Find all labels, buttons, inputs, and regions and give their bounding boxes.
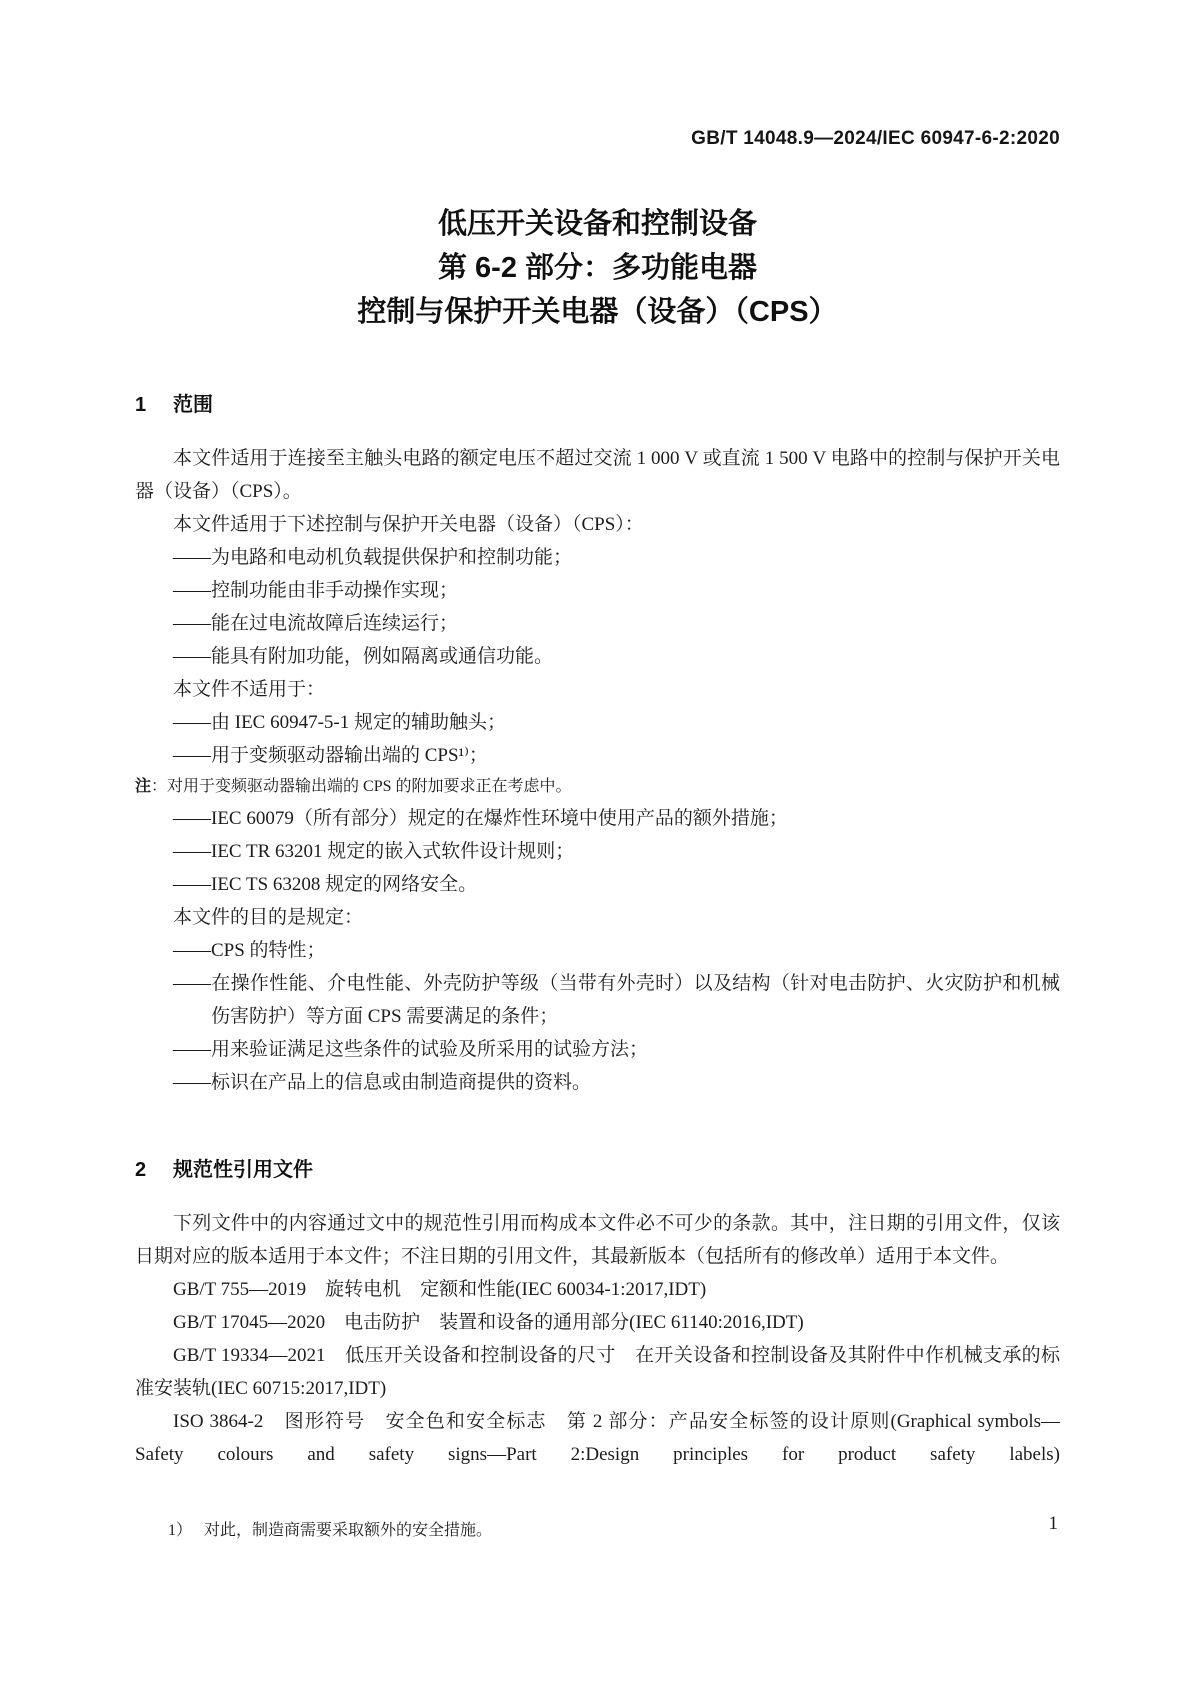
paragraph: 本文件适用于下述控制与保护开关电器（设备）（CPS）： — [173, 514, 644, 535]
normative-reference: ISO 3864-2 图形符号 安全色和安全标志 第 2 部分：产品安全标签的设计原则(Graphical symbols—Safety colours and safety signs—Part 2:Design principles for product safety labels) — [135, 1411, 1060, 1465]
dash-list-item: ——用来验证满足这些条件的试验及所采用的试验方法； — [173, 1039, 649, 1060]
note-text: ：对用于变频驱动器输出端的 CPS 的附加要求正在考虑中。 — [151, 778, 572, 795]
section-1-body — [135, 442, 1060, 1099]
doc-number: GB/T 14048.9—2024/IEC 60947-6-2:2020 — [691, 128, 1060, 149]
footnote — [135, 1517, 1060, 1545]
section-2-title: 规范性引用文件 — [173, 1159, 313, 1181]
note — [135, 772, 1060, 802]
normative-reference: GB/T 755—2019 旋转电机 定额和性能(IEC 60034-1:2017,IDT) — [173, 1279, 707, 1300]
section-2-heading — [135, 1153, 1060, 1187]
running-header — [135, 128, 1060, 150]
title-line-3: 控制与保护开关电器（设备）（CPS） — [357, 296, 838, 328]
title-line-1: 低压开关设备和控制设备 — [437, 208, 757, 240]
section-2-number: 2 — [135, 1159, 147, 1181]
dash-list-item: ——IEC TR 63201 规定的嵌入式软件设计规则； — [173, 841, 575, 862]
paragraph: 本文件的目的是规定： — [173, 907, 364, 928]
dash-list-item: ——CPS 的特性； — [173, 940, 326, 961]
normative-reference: GB/T 17045—2020 电击防护 装置和设备的通用部分(IEC 61140:2016,IDT) — [173, 1312, 804, 1333]
paragraph: 本文件适用于连接至主触头电路的额定电压不超过交流 1 000 V 或直流 1 500 V 电路中的控制与保护开关电器（设备）（CPS）。 — [135, 448, 1060, 502]
normative-reference: GB/T 19334—2021 低压开关设备和控制设备的尺寸 在开关设备和控制设备及其附件中作机械支承的标准安装轨(IEC 60715:2017,IDT) — [135, 1345, 1060, 1399]
section-1-heading — [135, 388, 1060, 422]
dash-list-item: ——在操作性能、介电性能、外壳防护等级（当带有外壳时）以及结构（针对电击防护、火灾防护和机械伤害防护）等方面 CPS 需要满足的条件； — [173, 973, 1060, 1027]
section-1-number: 1 — [135, 394, 147, 416]
dash-list-item: ——用于变频驱动器输出端的 CPS¹⁾； — [173, 745, 488, 766]
dash-list-item: ——标识在产品上的信息或由制造商提供的资料。 — [173, 1072, 592, 1093]
section-2-body — [135, 1207, 1060, 1471]
dash-list-item: ——由 IEC 60947-5-1 规定的辅助触头； — [173, 712, 507, 733]
paragraph: 下列文件中的内容通过文中的规范性引用而构成本文件必不可少的条款。其中，注日期的引用文件，仅该日期对应的版本适用于本文件；不注日期的引用文件，其最新版本（包括所有的修改单）适用于本文件。 — [135, 1213, 1060, 1267]
page-number: 1 — [1048, 1513, 1058, 1534]
title-line-2: 第 6-2 部分：多功能电器 — [437, 252, 758, 284]
section-1-title: 范围 — [173, 394, 213, 416]
dash-list-item: ——为电路和电动机负载提供保护和控制功能； — [173, 547, 573, 568]
document-title — [135, 202, 1060, 334]
footnote-text: 对此，制造商需要采取额外的安全措施。 — [204, 1522, 493, 1539]
dash-list-item: ——IEC TS 63208 规定的网络安全。 — [173, 874, 478, 895]
paragraph: 本文件不适用于： — [173, 679, 326, 700]
footnote-number: 1） — [168, 1522, 193, 1539]
note-label: 注 — [135, 778, 152, 795]
dash-list-item: ——能在过电流故障后连续运行； — [173, 613, 459, 634]
dash-list-item: ——控制功能由非手动操作实现； — [173, 580, 459, 601]
dash-list-item: ——能具有附加功能，例如隔离或通信功能。 — [173, 646, 554, 667]
dash-list-item: ——IEC 60079（所有部分）规定的在爆炸性环境中使用产品的额外措施； — [173, 808, 788, 829]
